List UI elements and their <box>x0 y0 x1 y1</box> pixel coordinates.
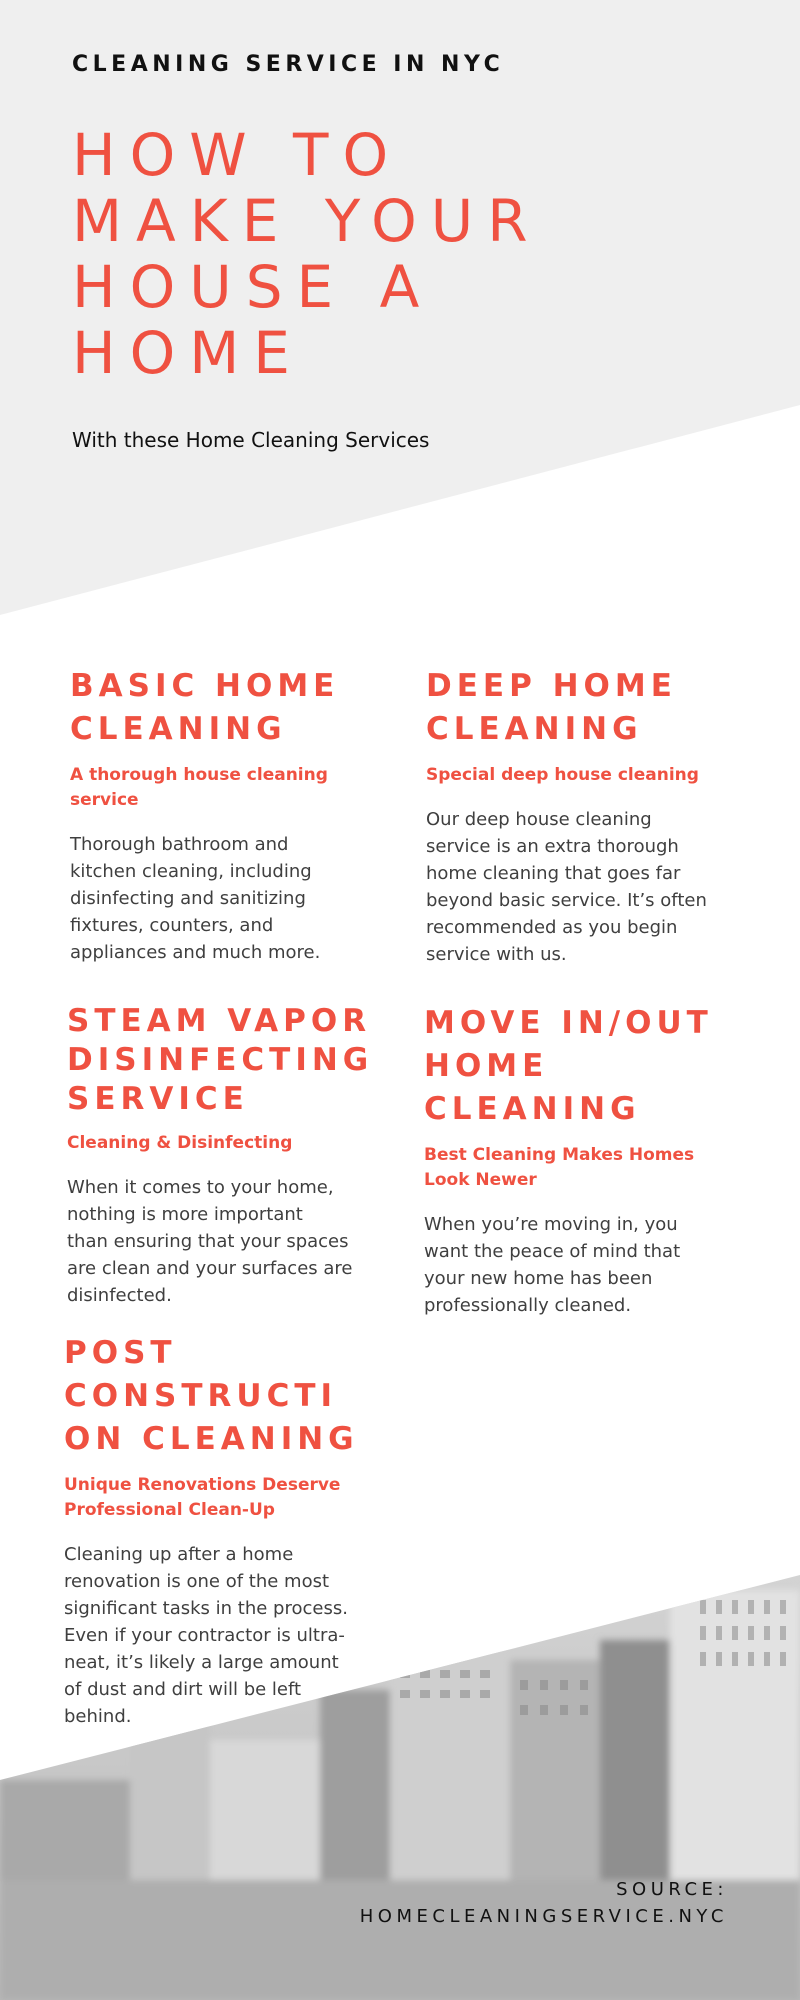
hero-title-line: HOUSE A <box>72 253 434 321</box>
source-credit <box>360 1876 728 1930</box>
service-title <box>67 1002 387 1119</box>
description-line: behind. <box>64 1706 132 1727</box>
description-line: appliances and much more. <box>70 942 321 963</box>
description-line: kitchen cleaning, including <box>70 861 312 882</box>
description-line: nothing is more important <box>67 1204 303 1225</box>
service-title-line: BASIC HOME <box>70 668 340 704</box>
service-tagline: Special deep house cleaning <box>426 765 699 785</box>
service-description <box>64 1541 404 1730</box>
description-line: Even if your contractor is ultra- <box>64 1625 345 1646</box>
service-title-line: MOVE IN/OUT <box>424 1005 713 1041</box>
description-line: beyond basic service. It’s often <box>426 890 707 911</box>
description-line: Thorough bathroom and <box>70 834 289 855</box>
service-title <box>426 665 746 751</box>
description-line: Cleaning up after a home <box>64 1544 294 1565</box>
hero-title-line: HOME <box>72 319 304 387</box>
description-line: professionally cleaned. <box>424 1295 632 1316</box>
description-line: Our deep house cleaning <box>426 809 652 830</box>
service-description <box>70 831 390 966</box>
service-card-basic-home-cleaning <box>70 665 390 966</box>
hero-title-line: HOW TO <box>72 121 403 189</box>
hero-title <box>72 122 672 386</box>
source-label: SOURCE: <box>616 1879 728 1900</box>
description-line: want the peace of mind that <box>424 1241 681 1262</box>
description-line: fixtures, counters, and <box>70 915 274 936</box>
service-title-line: HOME <box>424 1048 549 1084</box>
service-description <box>67 1174 387 1309</box>
service-title <box>424 1002 744 1131</box>
hero-title-line: MAKE YOUR <box>72 187 542 255</box>
service-title-line: POST <box>64 1335 177 1371</box>
service-title-line: ON CLEANING <box>64 1421 359 1457</box>
description-line: disinfecting and sanitizing <box>70 888 306 909</box>
description-line: significant tasks in the process. <box>64 1598 348 1619</box>
service-title <box>64 1332 404 1461</box>
description-line: service is an extra thorough <box>426 836 679 857</box>
service-description <box>424 1211 744 1319</box>
description-line: renovation is one of the most <box>64 1571 330 1592</box>
service-tagline: Best Cleaning Makes Homes Look Newer <box>424 1145 695 1190</box>
service-title-line: DEEP HOME <box>426 668 677 704</box>
source-site: HOMECLEANINGSERVICE.NYC <box>359 1906 728 1927</box>
service-tagline: Cleaning & Disinfecting <box>67 1133 293 1153</box>
service-description <box>426 806 746 968</box>
description-line: When you’re moving in, you <box>424 1214 678 1235</box>
description-line: are clean and your surfaces are <box>67 1258 353 1279</box>
description-line: home cleaning that goes far <box>426 863 681 884</box>
description-line: than ensuring that your spaces <box>67 1231 349 1252</box>
service-title-line: CLEANING <box>70 711 287 747</box>
description-line: your new home has been <box>424 1268 653 1289</box>
service-card-move-in-out-cleaning <box>424 1002 744 1319</box>
service-title-line: DISINFECTING <box>67 1042 374 1078</box>
service-tagline: Unique Renovations Deserve Professional Clean-Up <box>64 1475 341 1520</box>
service-card-deep-home-cleaning <box>426 665 746 968</box>
service-card-steam-vapor-disinfecting <box>67 1002 387 1309</box>
description-line: service with us. <box>426 944 567 965</box>
description-line: disinfected. <box>67 1285 172 1306</box>
service-title-line: CLEANING <box>426 711 643 747</box>
eyebrow-title: CLEANING SERVICE IN NYC <box>72 52 505 77</box>
hero-subtitle: With these Home Cleaning Services <box>72 428 430 452</box>
description-line: When it comes to your home, <box>67 1177 334 1198</box>
service-card-post-construction-cleaning <box>64 1332 404 1730</box>
service-title-line: STEAM VAPOR <box>67 1003 372 1039</box>
service-title-line: SERVICE <box>67 1081 249 1117</box>
description-line: recommended as you begin <box>426 917 678 938</box>
service-title <box>70 665 390 751</box>
service-tagline: A thorough house cleaning service <box>70 765 328 810</box>
description-line: neat, it’s likely a large amount <box>64 1652 339 1673</box>
service-title-line: CLEANING <box>424 1091 641 1127</box>
description-line: of dust and dirt will be left <box>64 1679 302 1700</box>
service-title-line: CONSTRUCTI <box>64 1378 337 1414</box>
